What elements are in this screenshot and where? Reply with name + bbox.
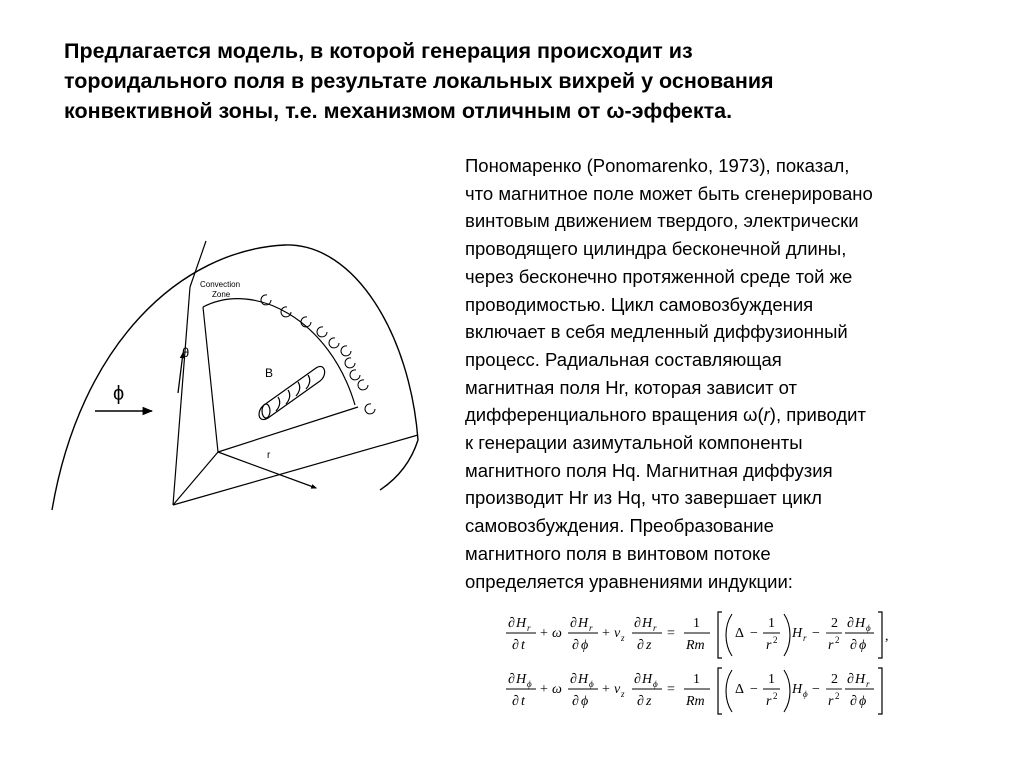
eq-symbol: 2 [831,672,838,687]
vortex-icon [261,295,375,414]
eq-symbol: ∂ [637,694,644,709]
eq-symbol: ∂ [847,672,854,687]
eq-symbol: H [792,626,803,641]
eq-symbol: v [614,682,621,697]
eq-symbol: ∂ [512,694,519,709]
paragraph-line [465,401,985,429]
eq-symbol: r [828,694,834,709]
eq-symbol: Rm [686,694,705,709]
eq-symbol: H [855,616,866,631]
right-paren [784,614,790,656]
paragraph-line: самовозбуждения. Преобразование [465,515,774,537]
eq-symbol: ∂ [508,616,515,631]
eq-symbol: ϕ [527,679,532,689]
eq-symbol: z [646,638,652,653]
eq-symbol: t [521,638,525,653]
eq-symbol: ∂ [570,616,577,631]
eq-symbol: ∂ [508,672,515,687]
eq-symbol: z [621,633,625,643]
front-plane-left-edge [173,287,190,505]
left-bracket [718,612,722,658]
eq-symbol: ∂ [637,638,644,653]
theta-label: θ [182,345,190,360]
eq-symbol: H [578,672,589,687]
eq-symbol: ϕ [653,679,658,689]
paragraph-italic-r: r [763,404,770,426]
paragraph-line: винтовым движением твердого, электрически [465,210,859,232]
slide-title [64,36,964,126]
eq-symbol: H [642,616,653,631]
title-line-2: тороидального поля в результате локальных вихрей у основания [64,69,774,93]
eq-symbol: ω [552,682,562,697]
paragraph-line: магнитного поля в винтовом потоке [465,542,771,564]
eq-symbol: Δ [735,682,745,697]
eq-symbol: ∂ [850,694,857,709]
paragraph-line: к генерации азимутальной компоненты [465,432,803,454]
eq-symbol: + [540,626,548,641]
eq-symbol: = [667,626,675,641]
paragraph-line: определяется уравнениями индукции: [465,570,793,592]
eq-symbol: H [516,672,527,687]
eq-symbol: + [540,682,548,697]
paragraph-line: проводящего цилиндра бесконечной длины, [465,238,847,260]
equation-2 [506,668,882,714]
eq-symbol: H [516,616,527,631]
eq-symbol: + [602,682,610,697]
eq-symbol: H [578,616,589,631]
convection-zone-left-edge [203,307,218,452]
eq-symbol: + [602,626,610,641]
eq-symbol: H [792,682,803,697]
right-paren [784,670,790,712]
eq-symbol: ∂ [850,638,857,653]
eq-symbol: 1 [768,616,775,631]
paragraph-line: включает в себя медленный диффузионный [465,321,848,343]
convection-zone-label: Convection [200,280,241,289]
eq-symbol: 2 [835,635,840,645]
eq-symbol: v [614,626,621,641]
paragraph-line: процесс. Радиальная составляющая [465,348,782,370]
eq-symbol: 2 [831,616,838,631]
paragraph-text: дифференциального вращения ω( [465,404,764,426]
paragraph-line: Пономаренко (Ponomarenko, 1973), показал, [465,155,850,176]
eq-symbol: ∂ [572,694,579,709]
paragraph-text: ), приводит [769,404,866,426]
eq-symbol: 2 [835,691,840,701]
eq-symbol: 1 [768,672,775,687]
left-paren [726,614,732,656]
title-line-1: Предлагается модель, в которой генерация происходит из [64,39,693,63]
eq-symbol: 2 [773,691,778,701]
eq-symbol: 2 [773,635,778,645]
eq-symbol: ϕ [581,638,589,653]
inner-corner-edge [173,452,218,505]
eq-symbol: t [521,694,525,709]
eq-symbol: r [527,623,531,633]
paragraph-line: что магнитное поле может быть сгенерировано [465,182,873,204]
eq-symbol: r [589,623,593,633]
convection-zone-arc [203,299,355,405]
paragraph-line: проводимостью. Цикл самовозбуждения [465,293,814,315]
eq-symbol: ϕ [859,638,867,653]
eq-symbol: − [750,626,758,641]
eq-symbol: , [885,629,889,644]
eq-symbol: ∂ [847,616,854,631]
eq-symbol: ∂ [634,672,641,687]
eq-symbol: H [642,672,653,687]
eq-symbol: Δ [735,626,745,641]
eq-symbol: ϕ [866,623,871,633]
paragraph-line: магнитная поля Hr, которая зависит от [465,376,798,398]
left-paren [726,670,732,712]
paragraph-line: магнитного поля Hq. Магнитная диффузия [465,459,833,481]
eq-symbol: r [866,679,870,689]
eq-symbol: ϕ [803,689,808,699]
eq-symbol: r [653,623,657,633]
eq-symbol: − [812,682,820,697]
eq-symbol: 1 [693,616,700,631]
eq-symbol: ϕ [859,694,867,709]
sphere-diagram [40,225,440,520]
convection-zone-base [218,407,358,452]
equation-1 [506,612,889,658]
eq-symbol: ∂ [570,672,577,687]
eq-symbol: r [766,694,772,709]
eq-symbol: r [828,638,834,653]
eq-symbol: − [812,626,820,641]
eq-symbol: r [803,633,807,643]
outer-sphere-front-arc [380,440,418,490]
b-label: B [265,366,274,380]
eq-symbol: ω [552,626,562,641]
paragraph-line: производит Hr из Hq, что завершает цикл [465,487,822,509]
eq-symbol: Rm [686,638,705,653]
eq-symbol: ϕ [589,679,594,689]
phi-label: ϕ [113,383,125,405]
convection-zone-label: Zone [212,290,231,299]
eq-symbol: ∂ [512,638,519,653]
eq-symbol: r [766,638,772,653]
left-bracket [718,668,722,714]
description-paragraph [465,152,985,595]
right-bracket [878,668,882,714]
title-line-3: конвективной зоны, т.е. механизмом отличным от ω-эффекта. [64,99,733,123]
right-bracket [878,612,882,658]
eq-symbol: − [750,682,758,697]
eq-symbol: = [667,682,675,697]
eq-symbol: z [646,694,652,709]
eq-symbol: ϕ [581,694,589,709]
eq-symbol: z [621,689,625,699]
bottom-edge [173,435,418,505]
eq-symbol: ∂ [634,616,641,631]
r-label: r [267,450,271,461]
eq-symbol: H [855,672,866,687]
eq-symbol: 1 [693,672,700,687]
induction-equations [500,606,900,716]
eq-symbol: ∂ [572,638,579,653]
paragraph-line: через бесконечно протяженной среде той же [465,265,853,287]
